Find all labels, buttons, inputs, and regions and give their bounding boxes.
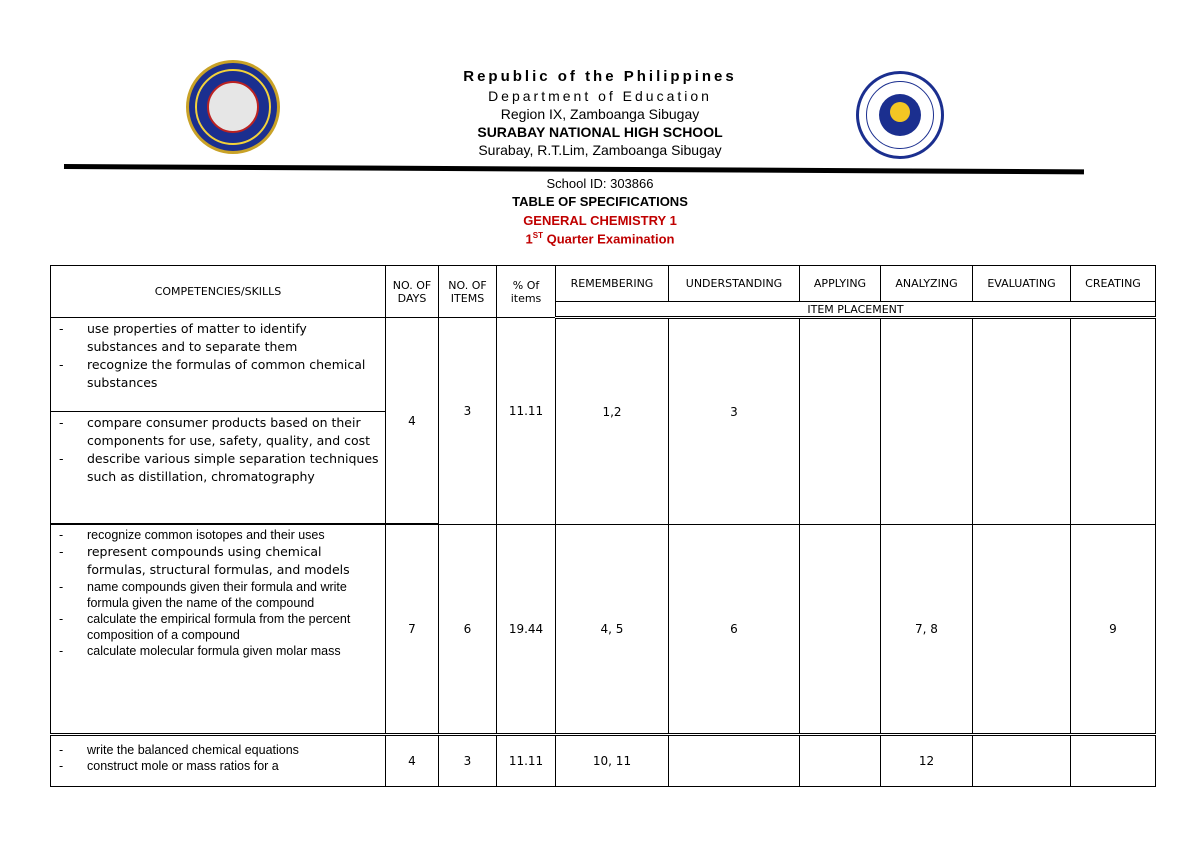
applying-cell (800, 318, 881, 525)
region-line: Region IX, Zamboanga Sibugay (500, 106, 700, 122)
header-understanding: UNDERSTANDING (669, 266, 800, 302)
exam-ordinal: ST (532, 231, 543, 240)
creating-cell (1071, 735, 1156, 787)
school-address: Surabay, R.T.Lim, Zamboanga Sibugay (478, 142, 722, 158)
competency-item: - write the balanced chemical equations (87, 742, 381, 758)
percent-cell: 19.44 (497, 525, 556, 735)
header-item-placement: ITEM PLACEMENT (556, 302, 1156, 318)
evaluating-cell (973, 735, 1071, 787)
competency-item: - construct mole or mass ratios for a (87, 758, 381, 774)
department-line: Department of Education (488, 88, 712, 104)
analyzing-cell (881, 318, 973, 525)
competency-item: - calculate molecular formula given molar mass (87, 643, 381, 659)
header-days: NO. OF DAYS (386, 266, 439, 318)
evaluating-cell (973, 525, 1071, 735)
creating-cell: 9 (1071, 525, 1156, 735)
remembering-cell: 4, 5 (556, 525, 669, 735)
exam-number: 1 (525, 231, 533, 247)
competencies-cell (51, 318, 386, 412)
competencies-cell (51, 412, 386, 524)
analyzing-cell: 12 (881, 735, 973, 787)
exam-label: Quarter Examination (542, 231, 675, 247)
exam-title (300, 231, 900, 246)
header-evaluating: EVALUATING (973, 266, 1071, 302)
document-title: TABLE OF SPECIFICATIONS (512, 194, 688, 209)
competency-item: - recognize the formulas of common chemical substances (87, 356, 381, 392)
specifications-table (50, 265, 1156, 787)
understanding-cell: 6 (669, 525, 800, 735)
competency-item: - represent compounds using chemical formulas, structural formulas, and models (87, 543, 381, 579)
items-cell: 3 (439, 318, 497, 525)
competency-item: - calculate the empirical formula from the percent composition of a compound (87, 611, 381, 643)
competency-item: - use properties of matter to identify substances and to separate them (87, 320, 381, 356)
understanding-cell (669, 735, 800, 787)
days-cell: 4 (386, 318, 439, 524)
header-applying: APPLYING (800, 266, 881, 302)
header-creating: CREATING (1071, 266, 1156, 302)
applying-cell (800, 525, 881, 735)
school-name: SURABAY NATIONAL HIGH SCHOOL (477, 124, 723, 140)
seal-emblem (207, 81, 259, 133)
header-remembering: REMEMBERING (556, 266, 669, 302)
header-competencies: COMPETENCIES/SKILLS (51, 266, 386, 318)
remembering-cell: 10, 11 (556, 735, 669, 787)
days-cell: 7 (386, 525, 439, 735)
analyzing-cell: 7, 8 (881, 525, 973, 735)
header-percent: % Of items (497, 266, 556, 318)
remembering-cell: 1,2 (556, 318, 669, 525)
sun-icon (890, 102, 910, 122)
items-cell: 6 (439, 525, 497, 735)
competency-item: - name compounds given their formula and write formula given the name of the compound (87, 579, 381, 611)
subject-title: GENERAL CHEMISTRY 1 (523, 213, 677, 228)
header-analyzing: ANALYZING (881, 266, 973, 302)
header-divider (64, 164, 1084, 174)
evaluating-cell (973, 318, 1071, 525)
school-seal-logo (186, 60, 280, 154)
header-items: NO. OF ITEMS (439, 266, 497, 318)
republic-line: Republic of the Philippines (463, 68, 737, 85)
school-id: School ID: 303866 (546, 176, 654, 191)
applying-cell (800, 735, 881, 787)
competencies-cell (51, 735, 386, 787)
competencies-cell (51, 525, 386, 735)
understanding-cell: 3 (669, 318, 800, 525)
days-cell: 4 (386, 735, 439, 787)
percent-cell: 11.11 (497, 735, 556, 787)
creating-cell (1071, 318, 1156, 525)
competency-item: - describe various simple separation techniques such as distillation, chromatography (87, 450, 381, 486)
percent-cell: 11.11 (497, 318, 556, 525)
items-cell: 3 (439, 735, 497, 787)
competency-item: - recognize common isotopes and their uses (87, 527, 381, 543)
competency-item: - compare consumer products based on their components for use, safety, quality, and cost (87, 414, 381, 450)
